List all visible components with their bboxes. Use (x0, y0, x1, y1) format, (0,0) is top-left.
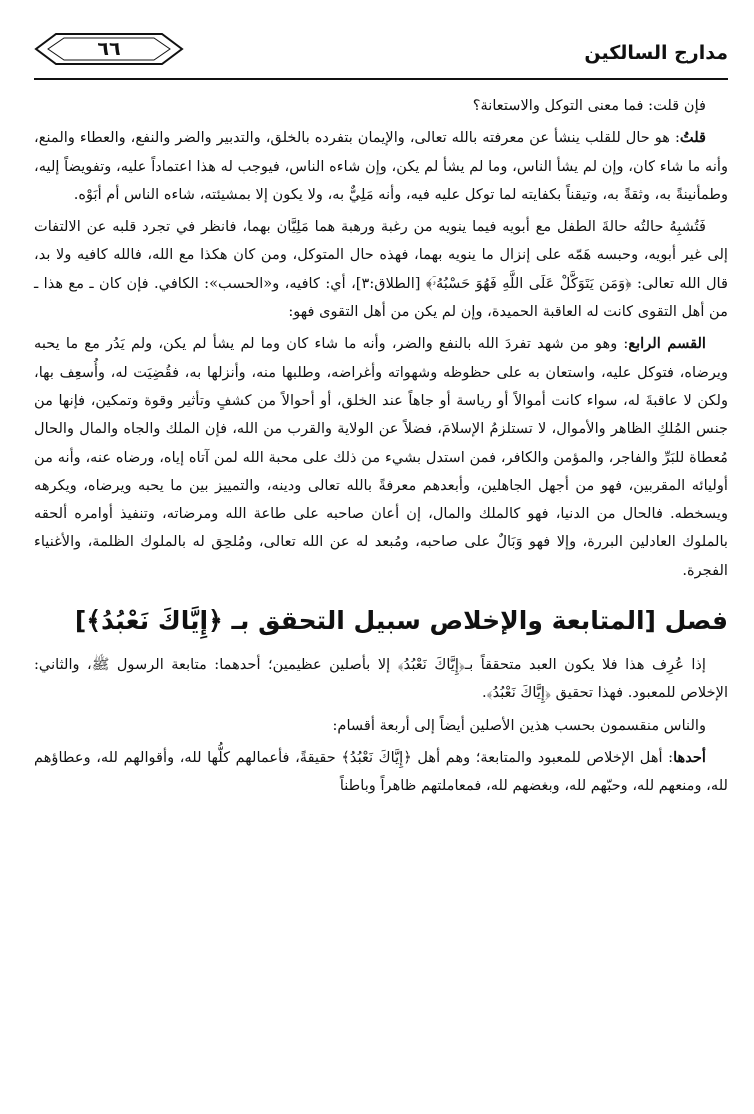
page-number: ٦٦ (97, 38, 121, 60)
first-category-text-b: حقيقةً، فأعمالهم كلُّها لله، وأقوالهم لله، وعطاؤهم لله، ومنعهم لله، وحبّهم لله، وبغضهم لله، فمعاملتهم ظاهراً وباطناً (34, 748, 728, 795)
fourth-category-text: : وهو من شهد تفردَ الله بالنفع والضر، وأنه ما شاء كان وما لم يشأ لم يكن، ولم يَدُر مع ما يحبه ويرضاه، فتوكل عليه، واستعان به على حظوظه وشهواته وأغراضه، وطلبها منه، وأنزلها به، فقُضِيَت له، وأُسعِف بها، ولكن لا عاقبةَ له، سواء كانت أموالاً أو رياسة أو جاهاً عند الخلق، أو أحوالاً من كشفٍ وتأثير وقوة وتمكين، فإنها من جنس المُلكِ الظاهر والأموال، لا تستلزمُ الإسلامَ، فضلاً عن الولاية والقرب من الله، فإن الملك والجاه والمال والحال مُعطاة للبَرِّ والفاجر، والمؤمن والكافر، فمن استدل بشيء من ذلك على محبة الله لمن آتاه إياه، ورضاه عنه، وأنه من أوليائه المقربين، فهو من أجهل الجاهلين، وأبعدهم معرفةً بالله تعالى ودينه، والتمييز بين ما يحبه ويرضاه، ويكرهه ويسخطه. فالحال من الدنيا، فهو كالملك والمال، إن أعان صاحبه على طاعة الله ومرضاته، وتنفيذ أوامره ألحقه بالملوك العادلين البررة، وإلا فهو وَبَالٌ على صاحبه، ومُبعد له عن الله تعالى، ومُلحِق له بالملوك الظلمة، والأغنياء الفجرة. (34, 335, 728, 579)
section-heading-quran: ﴿إِيَّاكَ نَعْبُدُ﴾ (86, 606, 223, 636)
paragraph-four-categories: والناس منقسمون بحسب هذين الأصلين أيضاً إلى أربعة أقسام: (332, 716, 706, 734)
running-title: مدارج السالكين (584, 42, 728, 64)
verse-reference: [الطلاق:٣] (355, 274, 426, 292)
paragraph-question: فإن قلت: فما معنى التوكل والاستعانة؟ (472, 97, 706, 114)
page-number-frame (34, 32, 184, 66)
page-header (34, 30, 728, 78)
section-heading-b: ] (74, 606, 87, 636)
section-heading-a: فصل [المتابعة والإخلاص سبيل التحقق بـ (222, 606, 728, 636)
section-heading (34, 601, 728, 641)
header-divider (34, 78, 728, 80)
paragraph-answer (34, 124, 728, 209)
fourth-category-lead: القسم الرابع (628, 335, 706, 353)
principles-text-a: إذا عُرِف هذا فلا يكون العبد متحققاً بـ (464, 656, 706, 674)
quran-iyyaka-1: ﴿إِيَّاكَ نَعْبُدُ﴾ (397, 656, 465, 674)
paragraph-first-category (34, 744, 728, 801)
principles-text-c: . (481, 684, 487, 702)
paragraph-two-principles (34, 651, 728, 708)
analogy-text-b: ، أي: كافيه، و«الحسب»: الكافي. فإن كان ـ مع هذا ـ من أهل التقوى كانت له العاقبة الحميدة، وإن لم يكن من أهل التقوى فهو: (34, 274, 728, 321)
analogy-text-a: فَتُشبِهُ حالتُه حالةَ الطفل مع أبويه فيما ينويه من رغبة ورهبة هما مَلِيَّان بهما، فانظر في تجرد قلبه عن الالتفات إلى غير أبويه، وحبسه هَمّه على إنزال ما ينويه بهما، فهذه حال المتوكل، ومن كان هكذا مع الله، فالله كافيه ولا بد، قال الله تعالى: (34, 218, 728, 292)
quran-iyyaka-3: ﴿إِيَّاكَ نَعْبُدُ﴾ (341, 748, 412, 766)
first-category-text-a: : أهل الإخلاص للمعبود والمتابعة؛ وهم أهل (411, 748, 674, 766)
paragraph-fourth-category (34, 330, 728, 585)
answer-lead: قلتُ (679, 129, 706, 147)
page-body (34, 92, 728, 801)
answer-text: : هو حال للقلب ينشأ عن معرفته بالله تعالى، والإيمان بتفرده بالخلق، والتدبير والضر والنفع، والعطاء والمنع، وأنه ما شاء كان، وإن لم يشأ الناس، وما لم يشأ لم يكن، وإن شاءه الناس، فيوجب له هذا اعتماداً عليه، وتفويضاً إليه، وطمأنينةً به، وثقةً به، وتيقناً بكفايته لما توكل عليه فيه، وأنه مَلِيٌّ به، ولا يكون إلا بمشيئته، شاءه الناس أم أبَوْه. (34, 129, 728, 203)
quran-iyyaka-2: ﴿إِيَّاكَ نَعْبُدُ﴾ (486, 684, 551, 702)
first-category-lead: أحدها (673, 748, 706, 766)
quran-verse-talaq: ﴿وَمَن يَتَوَكَّلْ عَلَى اللَّهِ فَهُوَ حَسْبُهُۥٓ﴾ (425, 274, 632, 292)
principles-text-b: إلا بأصلين عظيمين؛ أحدهما: متابعة الرسول ﷺ، والثاني: الإخلاص للمعبود. فهذا تحقيق (34, 656, 728, 702)
paragraph-child-analogy (34, 213, 728, 326)
